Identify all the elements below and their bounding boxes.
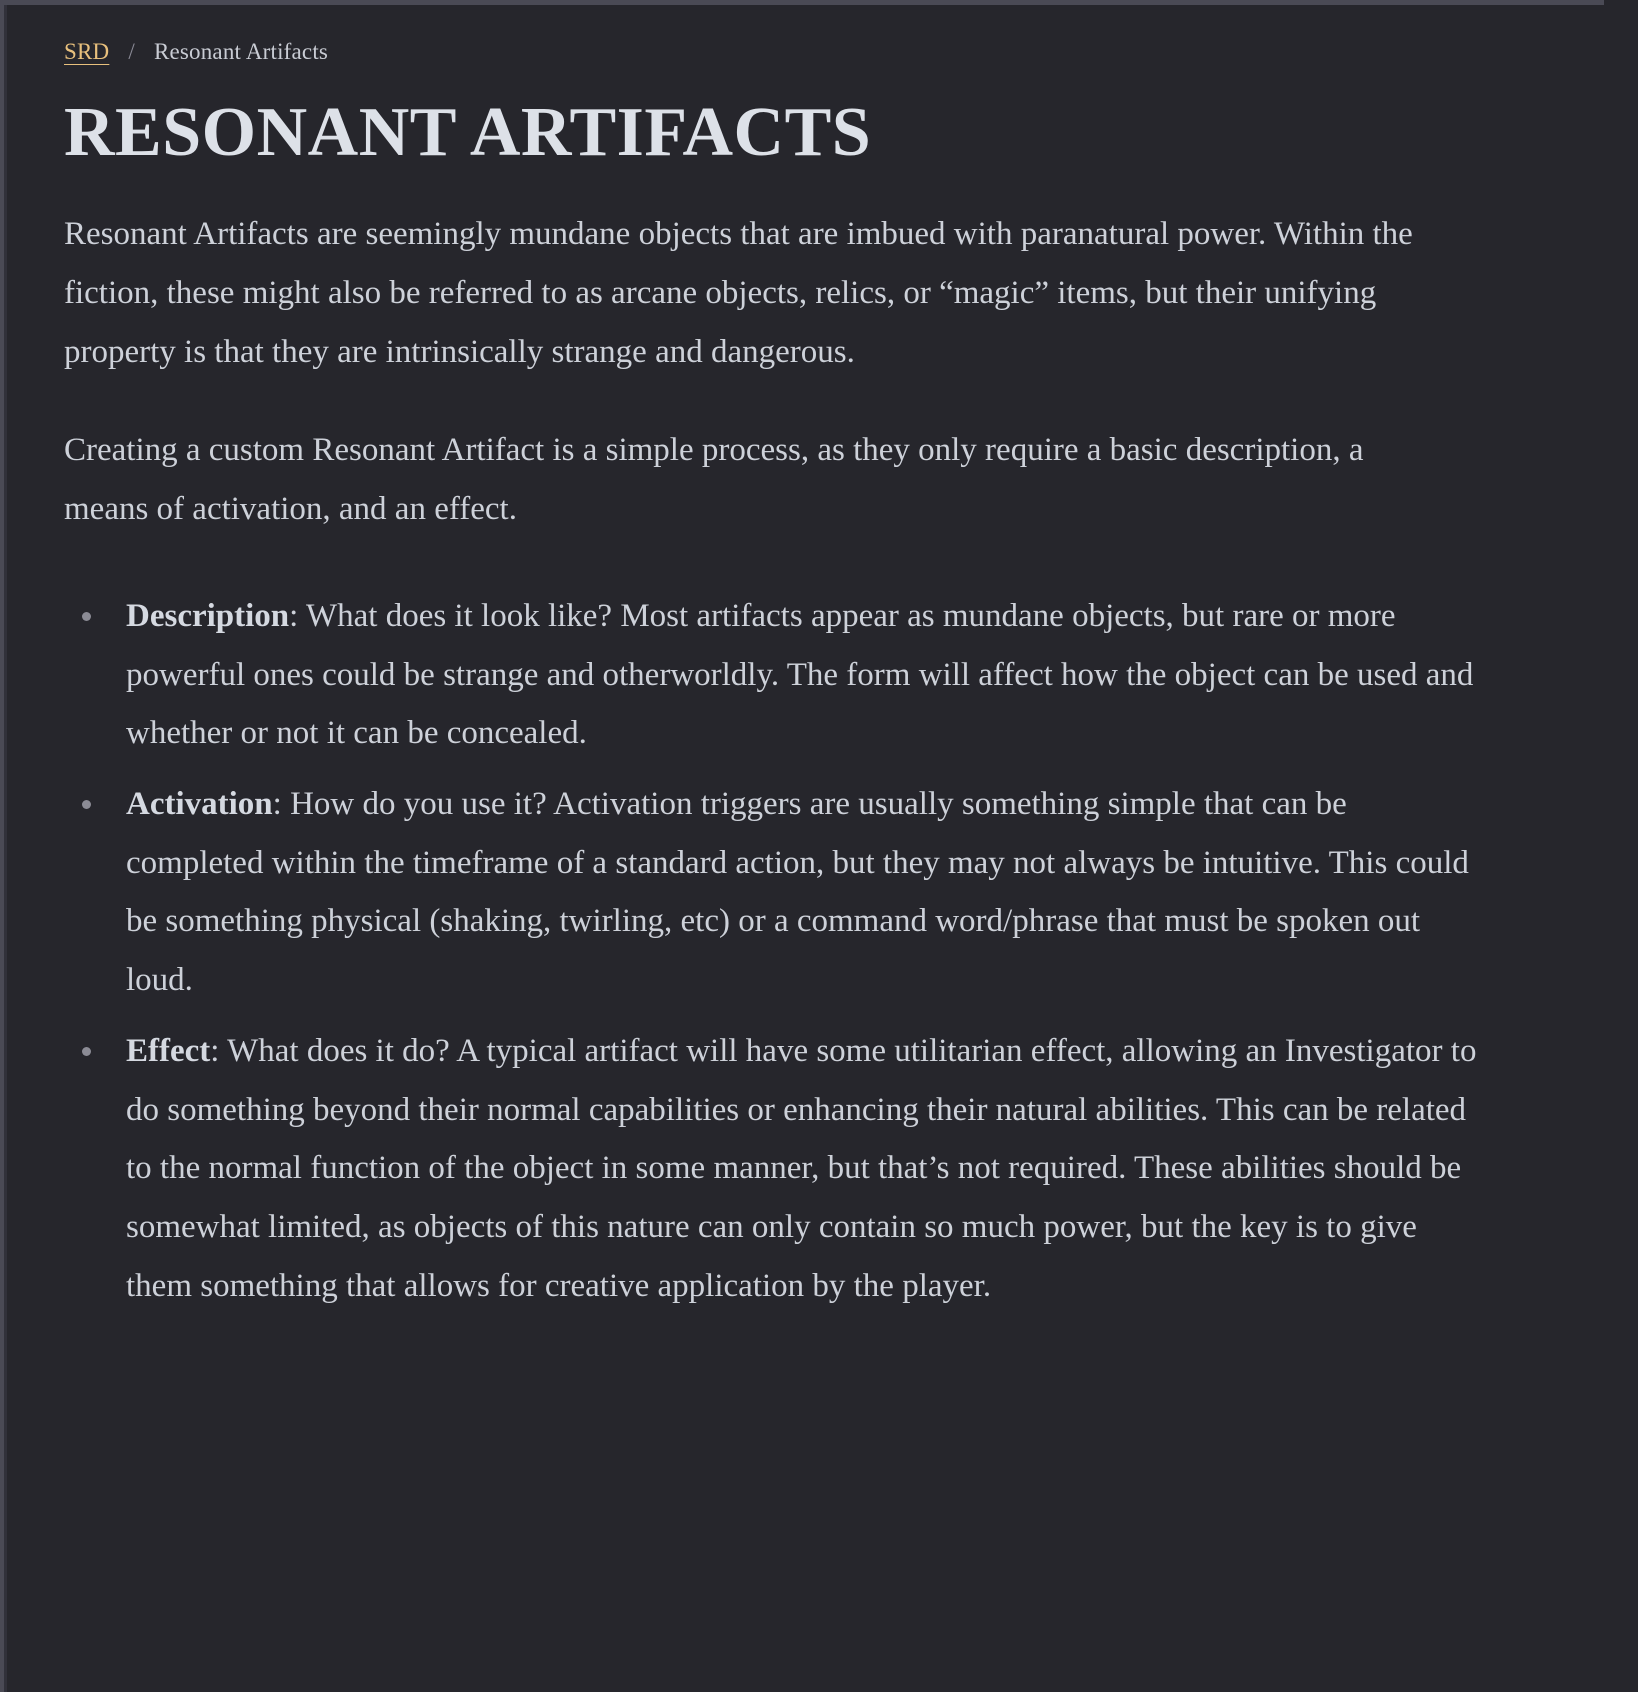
list-item-term: Effect [126,1032,211,1069]
bullet-dot-icon [82,800,91,809]
list-item-text: How do you use it? Activation triggers are usually something simple that can be completed within the timeframe of a standard action, but they may not always be intuitive. This could be something physical (shaking, twirling, etc) or a command word/phrase that must be spoken out loud. [126,785,1469,999]
document-page [7,5,1638,1692]
list-item-text: What does it do? A typical artifact will have some utilitarian effect, allowing an Investigator to do something beyond their normal capabilities or enhancing their natural abilities. This can be related to the normal function of the object in some manner, but that’s not required. These abilities should be somewhat limited, as objects of this nature can only contain so much power, but the key is to give them something that allows for creative application by the player. [126,1032,1477,1304]
list-item [64,1022,1484,1316]
content-column [7,5,1638,1316]
list-item [64,587,1484,763]
list-item-term: Activation [126,785,273,822]
list-item-separator: : [272,785,291,822]
bullet-dot-icon [82,612,91,621]
breadcrumb-separator: / [128,39,135,64]
page-title: RESONANT ARTIFACTS [64,93,872,171]
intro-paragraph-2: Creating a custom Resonant Artifact is a simple process, as they only require a basic description, a means of activation, and an effect. [64,432,1364,528]
list-item-term: Description [126,597,290,634]
breadcrumb-link-srd[interactable]: SRD [64,39,110,64]
bullet-dot-icon [82,1047,91,1056]
artifact-component-list [64,587,1484,1316]
list-item-separator: : [210,1032,228,1069]
list-item [64,775,1484,1010]
list-item-text: What does it look like? Most artifacts appear as mundane objects, but rare or more powerful ones could be strange and otherworldly. The form will affect how the object can be used and whether or not it can be concealed. [126,597,1474,752]
breadcrumb [64,5,1578,66]
intro-paragraph-1: Resonant Artifacts are seemingly mundane objects that are imbued with paranatural power. Within the fiction, these might also be referred to as arcane objects, relics, or “magic” items, but their unifying property is that they are intrinsically strange and dangerous. [64,216,1413,370]
list-item-separator: : [289,597,306,634]
breadcrumb-current-page: Resonant Artifacts [153,39,329,64]
